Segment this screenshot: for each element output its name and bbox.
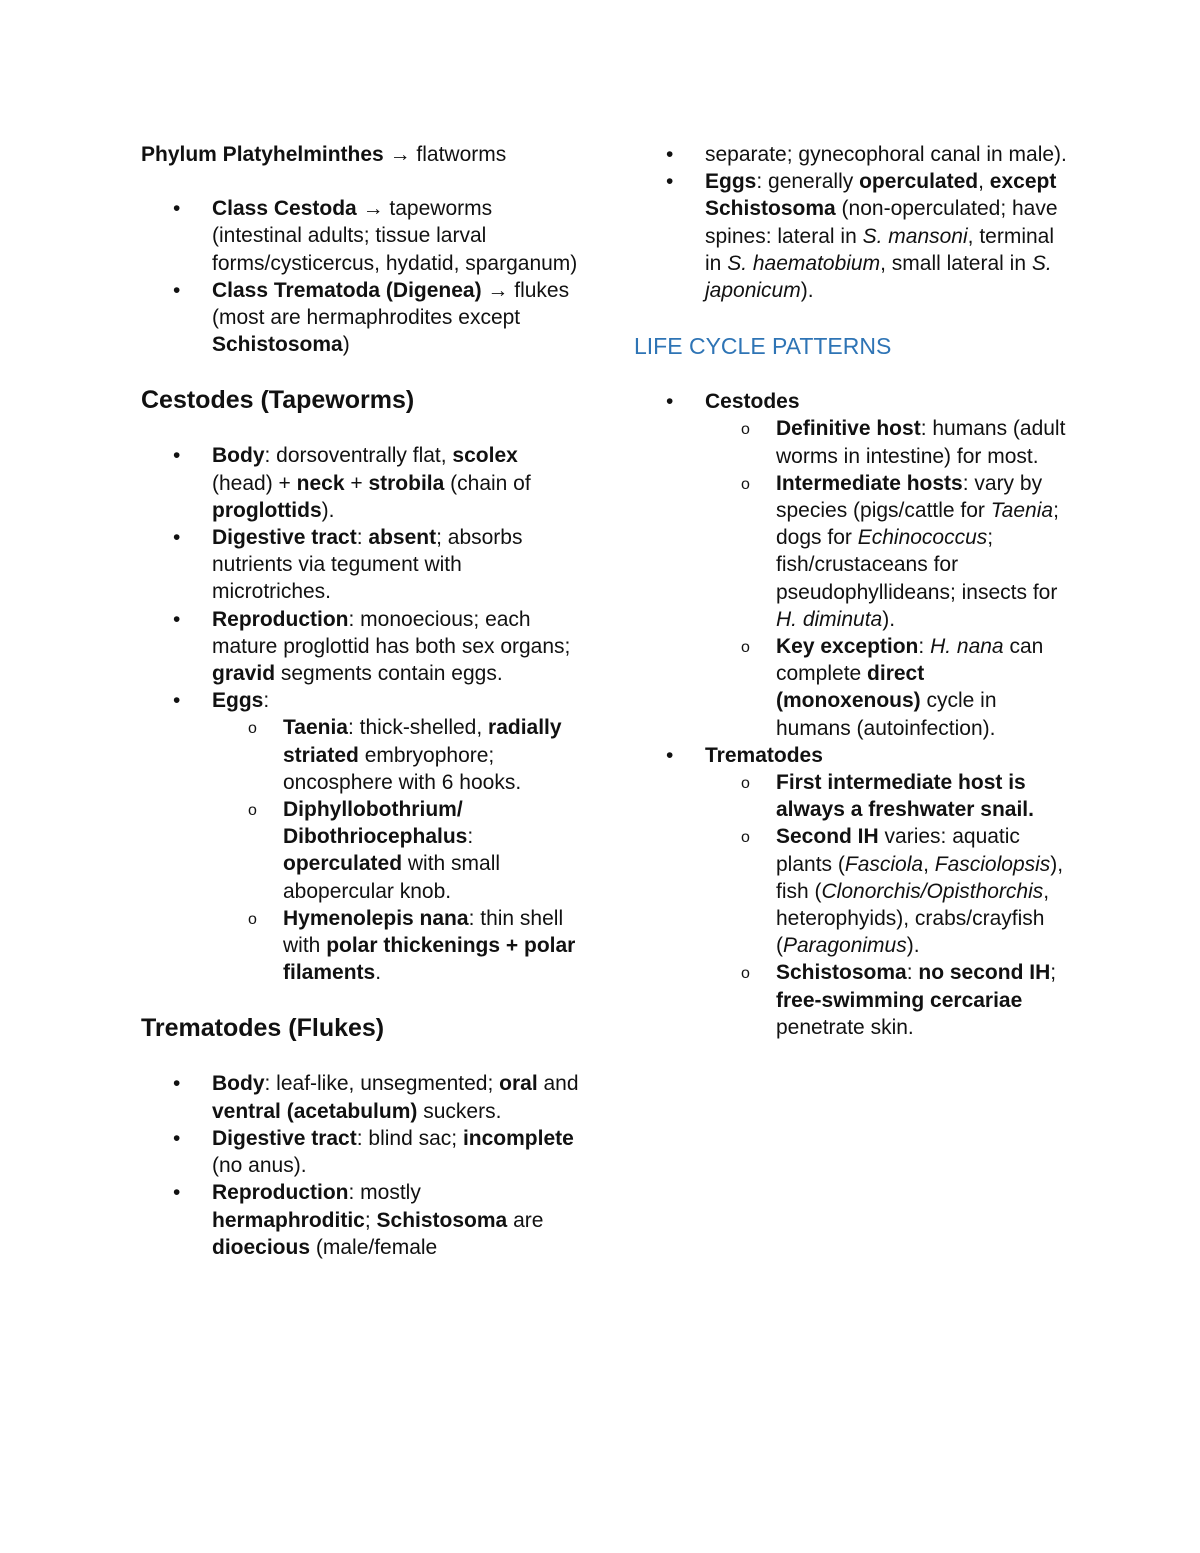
heading-trematodes: Trematodes (Flukes)	[141, 1014, 385, 1043]
heading-cestodes: Cestodes (Tapeworms)	[141, 386, 415, 415]
phylum-title: Phylum Platyhelminthes	[141, 143, 384, 166]
list-item-digestive: • Digestive tract: absent; absorbs nutrients via tegument with microtriches.	[141, 524, 581, 606]
list-item-lc-cestodes: • Cestodes o Definitive host: humans (adult worms in intestine) for most. o Intermediate hosts: vary by species (pigs/cattle for Taenia; dogs for Echinococcus; fish/crustaceans for pseudophyllideans; insects for H. diminuta). o Key exception: H. nana can complete direct (monoxenous) cycle in humans (autoinfection).	[634, 388, 1074, 742]
phylum-intro: Phylum Platyhelminthes → flatworms	[141, 143, 507, 166]
sublist-item-intermediate-hosts: o Intermediate hosts: vary by species (pigs/cattle for Taenia; dogs for Echinococcus; fish/crustaceans for pseudophyllideans; insects for H. diminuta).	[705, 470, 1074, 633]
list-item-t-digestive: • Digestive tract: blind sac; incomplete (no anus).	[141, 1125, 581, 1179]
list-item-t-eggs: • Eggs: generally operculated, except Schistosoma (non-operculated; have spines: lateral in S. mansoni, terminal in S. haematobium, small lateral in S. japonicum).	[634, 168, 1074, 304]
sublist-item-first-ih: o First intermediate host is always a freshwater snail.	[705, 769, 1074, 823]
left-column	[141, 141, 581, 1261]
lc-trematodes-sublist	[705, 769, 1074, 1041]
cestodes-list	[141, 442, 581, 986]
list-item-lc-trematodes: • Trematodes o First intermediate host is always a freshwater snail. o Second IH varies: aquatic plants (Fasciola, Fasciolopsis), fish (Clonorchis/Opisthorchis, heterophyids), crabs/crayfish (Paragonimus). o Schistosoma: no second IH; free-swimming cercariae penetrate skin.	[634, 742, 1074, 1041]
list-item-body: • Body: dorsoventrally flat, scolex (head) + neck + strobila (chain of proglottids).	[141, 442, 581, 524]
eggs-sublist	[212, 714, 581, 986]
sublist-item-diphyllobothrium: o Diphyllobothrium/ Dibothriocephalus: operculated with small abopercular knob.	[212, 796, 581, 905]
list-item-continued: • separate; gynecophoral canal in male).	[634, 141, 1074, 168]
lc-cestodes-sublist	[705, 415, 1074, 741]
list-item-class-trematoda: • Class Trematoda (Digenea) → flukes (most are hermaphrodites except Schistosoma)	[141, 277, 581, 359]
list-item-reproduction: • Reproduction: monoecious; each mature proglottid has both sex organs; gravid segments contain eggs.	[141, 606, 581, 688]
heading-life-cycle: LIFE CYCLE PATTERNS	[634, 333, 892, 360]
sublist-item-second-ih: o Second IH varies: aquatic plants (Fasciola, Fasciolopsis), fish (Clonorchis/Opisthorchis, heterophyids), crabs/crayfish (Paragonimus).	[705, 823, 1074, 959]
list-item-class-cestoda: • Class Cestoda → tapeworms (intestinal adults; tissue larval forms/cysticercus, hydatid, sparganum)	[141, 195, 581, 277]
list-item-t-reproduction: • Reproduction: mostly hermaphroditic; Schistosoma are dioecious (male/female	[141, 1179, 581, 1261]
sublist-item-definitive-host: o Definitive host: humans (adult worms in intestine) for most.	[705, 415, 1074, 469]
list-item-eggs: • Eggs: o Taenia: thick-shelled, radially striated embryophore; oncosphere with 6 hooks. o Diphyllobothrium/ Dibothriocephalus: operculated with small abopercular knob. o Hymenolepis nana: thin shell with polar thickenings + polar filaments.	[141, 687, 581, 986]
class-list	[141, 195, 581, 358]
sublist-item-schistosoma: o Schistosoma: no second IH; free-swimming cercariae penetrate skin.	[705, 959, 1074, 1041]
trematodes-list	[141, 1070, 581, 1260]
continued-list	[634, 141, 1074, 304]
right-column	[634, 141, 1074, 1041]
list-item-t-body: • Body: leaf-like, unsegmented; oral and ventral (acetabulum) suckers.	[141, 1070, 581, 1124]
lifecycle-list	[634, 388, 1074, 1041]
sublist-item-key-exception: o Key exception: H. nana can complete direct (monoxenous) cycle in humans (autoinfection).	[705, 633, 1074, 742]
sublist-item-hymenolepis: o Hymenolepis nana: thin shell with polar thickenings + polar filaments.	[212, 905, 581, 987]
sublist-item-taenia: o Taenia: thick-shelled, radially striated embryophore; oncosphere with 6 hooks.	[212, 714, 581, 796]
